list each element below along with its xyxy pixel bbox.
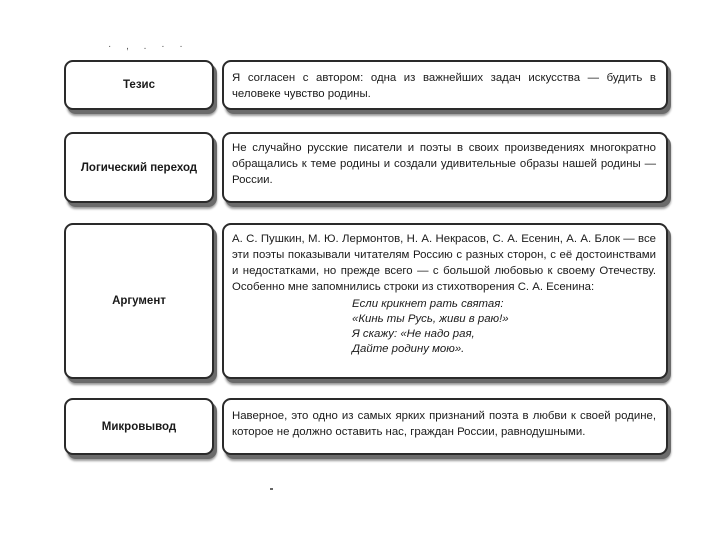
micro-conclusion-row: [64, 398, 668, 455]
poem-line: Я скажу: «Не надо рая,: [352, 328, 475, 340]
thesis-text: Я согласен с автором: одна из важнейших задач искусства — будить в человеке чувство родины.: [222, 60, 668, 110]
poem-line: Дайте родину мою».: [352, 343, 465, 355]
logical-transition-row: [64, 132, 668, 203]
argument-text: А. С. Пушкин, М. Ю. Лермонтов, Н. А. Некрасов, С. А. Есенин, А. А. Блок — все эти поэты показывали читателям Россию с разных сторон, с её достоинствами и недостатками, но прежде всего — с большой любовью к своему Отечеству. Особенно мне запомнились строки из стихотворения С. А. Есенина:: [232, 233, 656, 293]
poem-line: «Кинь ты Русь, живи в раю!»: [352, 313, 509, 325]
header-marks: · , . · ·: [108, 41, 189, 52]
argument-label: Аргумент: [64, 223, 214, 379]
logical-transition-label: Логический переход: [64, 132, 214, 203]
stray-mark: [270, 488, 273, 490]
thesis-label: Тезис: [64, 60, 214, 110]
logical-transition-text: Не случайно русские писатели и поэты в своих произведениях многократно обращались к теме родины и создали удивительные образы нашей родины — России.: [222, 132, 668, 203]
micro-conclusion-text: Наверное, это одно из самых ярких признаний поэта в любви к своей родине, которое не должно оставить нас, граждан России, равнодушными.: [222, 398, 668, 455]
argument-row: [64, 223, 668, 379]
argument-content: [222, 223, 668, 379]
micro-conclusion-label: Микровывод: [64, 398, 214, 455]
poem-quote: [352, 297, 656, 357]
thesis-row: [64, 60, 668, 110]
poem-line: Если крикнет рать святая:: [352, 298, 504, 310]
